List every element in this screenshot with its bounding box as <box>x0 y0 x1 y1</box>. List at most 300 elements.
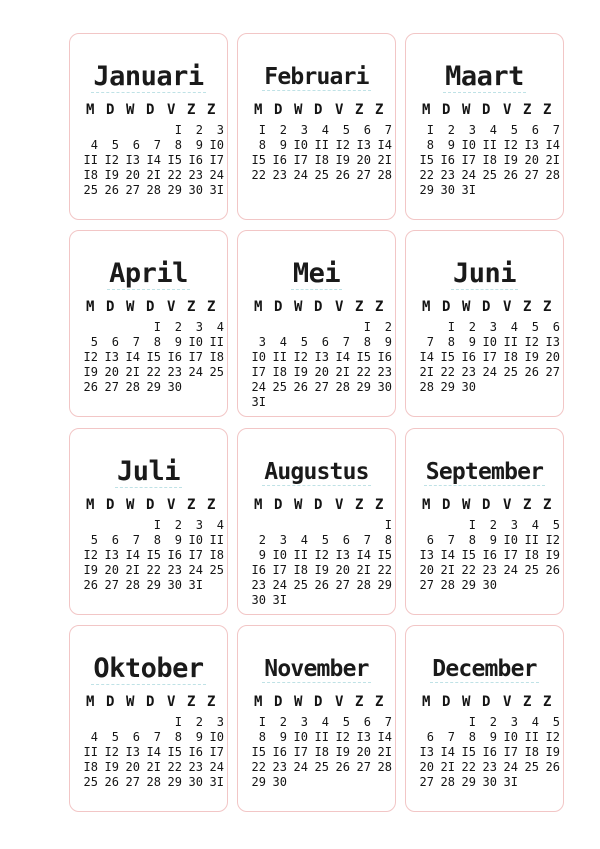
day-cell: 22 <box>356 365 371 379</box>
day-cell: 20 <box>314 365 329 379</box>
day-cell: 2 <box>174 518 182 532</box>
day-cell: I <box>363 320 371 334</box>
day-cell: 20 <box>545 350 560 364</box>
day-cell: I5 <box>356 350 371 364</box>
weekday-header: W <box>294 299 303 315</box>
day-cell: I5 <box>440 350 455 364</box>
weekday-header: Z <box>207 497 216 513</box>
day-cell: I2 <box>545 730 560 744</box>
day-cell: 8 <box>468 533 476 547</box>
day-cell: 8 <box>426 138 434 152</box>
day-cell: 23 <box>482 760 497 774</box>
day-cell: 25 <box>524 563 539 577</box>
day-cell: 3 <box>510 715 518 729</box>
day-cell: 20 <box>104 365 119 379</box>
day-cell: 9 <box>195 730 203 744</box>
weekday-header: M <box>422 497 431 513</box>
day-cell: 7 <box>447 533 455 547</box>
day-cell: I7 <box>293 153 308 167</box>
day-cell: I6 <box>377 350 392 364</box>
day-cell: 26 <box>524 365 539 379</box>
day-cell: 27 <box>314 380 329 394</box>
day-cell: I2 <box>104 745 119 759</box>
day-cell: 27 <box>104 380 119 394</box>
day-cell: I2 <box>545 533 560 547</box>
day-cell: I7 <box>272 563 287 577</box>
day-cell: 28 <box>125 578 140 592</box>
day-cell: 5 <box>90 335 98 349</box>
day-cell: 20 <box>104 563 119 577</box>
day-cell: 2I <box>440 563 455 577</box>
day-cell: 3 <box>195 320 203 334</box>
weekday-header: V <box>335 497 344 513</box>
day-cell: 20 <box>419 563 434 577</box>
day-cell: 24 <box>272 578 287 592</box>
day-cell: 27 <box>356 760 371 774</box>
month-title <box>238 654 395 684</box>
day-cell: 6 <box>132 138 140 152</box>
day-cell: 7 <box>384 123 392 137</box>
day-cell: II <box>209 335 224 349</box>
weekday-header: M <box>254 102 263 118</box>
day-cell: 2I <box>146 168 161 182</box>
month-card-mei <box>237 230 396 417</box>
day-cell: 2I <box>377 153 392 167</box>
weekday-header: Z <box>523 694 532 710</box>
day-cell: I9 <box>293 365 308 379</box>
weekday-header: V <box>503 497 512 513</box>
day-cell: 2I <box>146 760 161 774</box>
weekday-header: M <box>254 694 263 710</box>
weekday-header: Z <box>523 497 532 513</box>
day-cell: I5 <box>251 153 266 167</box>
day-cell: I6 <box>440 153 455 167</box>
day-cell: 7 <box>132 335 140 349</box>
day-cell: 2I <box>377 745 392 759</box>
day-cell: II <box>524 730 539 744</box>
day-cell: 20 <box>335 563 350 577</box>
day-cell: 6 <box>531 123 539 137</box>
day-cell: 7 <box>552 123 560 137</box>
weekday-header: Z <box>207 299 216 315</box>
weekday-header: W <box>294 102 303 118</box>
day-cell: 5 <box>321 533 329 547</box>
day-cell: I3 <box>104 350 119 364</box>
day-cell: 4 <box>216 518 224 532</box>
weekday-header: Z <box>543 299 552 315</box>
day-cell: I9 <box>83 365 98 379</box>
month-title <box>406 259 563 289</box>
day-cell: 9 <box>258 548 266 562</box>
day-cell: 3I <box>503 775 518 789</box>
day-cell: 6 <box>111 335 119 349</box>
weekday-header: D <box>314 497 323 513</box>
day-cell: 5 <box>90 533 98 547</box>
day-cell: I7 <box>503 548 518 562</box>
day-cell: 30 <box>167 578 182 592</box>
day-cell: I4 <box>125 548 140 562</box>
day-cell: 28 <box>125 380 140 394</box>
day-cell: 25 <box>83 775 98 789</box>
day-cell: 24 <box>503 563 518 577</box>
day-cell: 6 <box>132 730 140 744</box>
day-cell: I6 <box>482 745 497 759</box>
weekday-header: D <box>146 497 155 513</box>
day-cell: I4 <box>125 350 140 364</box>
day-cell: I7 <box>461 153 476 167</box>
day-cell: 8 <box>174 138 182 152</box>
day-cell: II <box>503 335 518 349</box>
weekday-header: W <box>462 299 471 315</box>
day-cell: I9 <box>545 745 560 759</box>
day-cell: 29 <box>461 775 476 789</box>
day-cell: 26 <box>104 183 119 197</box>
day-cell: 4 <box>531 715 539 729</box>
day-cell: I8 <box>209 548 224 562</box>
weekday-header: D <box>274 694 283 710</box>
month-title-text: November <box>264 656 369 682</box>
day-cell: I3 <box>335 548 350 562</box>
day-cell: 2 <box>447 123 455 137</box>
day-cell: 22 <box>167 760 182 774</box>
weekday-header: W <box>126 497 135 513</box>
day-cell: I5 <box>146 548 161 562</box>
weekday-header: D <box>106 102 115 118</box>
day-cell: I9 <box>104 760 119 774</box>
day-cell: 3 <box>300 123 308 137</box>
weekday-header: D <box>482 694 491 710</box>
weekday-header: V <box>503 694 512 710</box>
weekday-header: V <box>503 102 512 118</box>
day-cell: 3 <box>216 715 224 729</box>
day-cell: 3 <box>279 533 287 547</box>
month-title-text: September <box>425 459 544 485</box>
weekday-header: V <box>335 102 344 118</box>
day-cell: 2I <box>440 760 455 774</box>
day-cell: 7 <box>132 533 140 547</box>
day-cell: I3 <box>545 335 560 349</box>
weekday-header: Z <box>187 102 196 118</box>
day-cell: 23 <box>482 563 497 577</box>
day-cell: II <box>314 138 329 152</box>
day-cell: 2I <box>356 563 371 577</box>
day-cell: I <box>426 123 434 137</box>
day-cell: 4 <box>90 730 98 744</box>
day-cell: 28 <box>146 183 161 197</box>
month-title-text: Juni <box>452 258 517 289</box>
day-cell: I5 <box>461 548 476 562</box>
day-cell: 20 <box>356 745 371 759</box>
month-title-text: April <box>109 258 188 289</box>
day-cell: 30 <box>251 593 266 607</box>
day-cell: 30 <box>482 775 497 789</box>
day-cell: I7 <box>503 745 518 759</box>
day-cell: 29 <box>167 775 182 789</box>
day-cell: 20 <box>419 760 434 774</box>
day-cell: I2 <box>293 350 308 364</box>
day-cell: I3 <box>419 745 434 759</box>
day-cell: 24 <box>188 365 203 379</box>
weekday-header: D <box>314 694 323 710</box>
weekday-header: D <box>274 102 283 118</box>
weekday-header: M <box>422 299 431 315</box>
day-cell: I7 <box>188 350 203 364</box>
day-cell: II <box>314 730 329 744</box>
day-cell: I5 <box>377 548 392 562</box>
weekday-header: D <box>482 102 491 118</box>
day-cell: I8 <box>83 760 98 774</box>
day-cell: 9 <box>174 335 182 349</box>
weekday-header: D <box>442 102 451 118</box>
day-cell: I3 <box>314 350 329 364</box>
month-card-juli <box>69 428 228 615</box>
month-card-januari <box>69 33 228 220</box>
day-cell: I9 <box>83 563 98 577</box>
day-cell: 29 <box>251 775 266 789</box>
day-cell: 26 <box>335 760 350 774</box>
day-cell: 24 <box>503 760 518 774</box>
day-cell: 24 <box>209 168 224 182</box>
day-cell: 23 <box>167 365 182 379</box>
day-cell: 30 <box>188 775 203 789</box>
weekday-header: Z <box>187 694 196 710</box>
day-cell: I8 <box>524 745 539 759</box>
day-cell: 26 <box>335 168 350 182</box>
day-cell: I6 <box>188 153 203 167</box>
weekday-header: Z <box>207 694 216 710</box>
day-cell: 28 <box>356 578 371 592</box>
day-cell: II <box>83 745 98 759</box>
month-title <box>238 457 395 487</box>
day-cell: I0 <box>461 138 476 152</box>
weekday-header: D <box>146 694 155 710</box>
month-title-text: December <box>432 656 537 682</box>
day-cell: I2 <box>83 350 98 364</box>
day-cell: 3 <box>258 335 266 349</box>
day-cell: I9 <box>545 548 560 562</box>
day-cell: 20 <box>125 168 140 182</box>
day-cell: 7 <box>342 335 350 349</box>
day-cell: I5 <box>167 153 182 167</box>
day-cell: 22 <box>377 563 392 577</box>
weekday-header: D <box>482 299 491 315</box>
weekday-header: W <box>462 102 471 118</box>
day-cell: 26 <box>104 775 119 789</box>
weekday-header: M <box>86 102 95 118</box>
day-cell: 22 <box>251 760 266 774</box>
day-cell: 4 <box>321 715 329 729</box>
weekday-header: V <box>335 694 344 710</box>
weekday-header: M <box>86 497 95 513</box>
day-cell: 6 <box>342 533 350 547</box>
day-cell: 23 <box>251 578 266 592</box>
day-cell: I <box>174 715 182 729</box>
day-cell: 26 <box>83 578 98 592</box>
day-cell: I3 <box>524 138 539 152</box>
day-cell: 4 <box>489 123 497 137</box>
day-cell: II <box>272 350 287 364</box>
day-cell: I8 <box>293 563 308 577</box>
day-cell: 2 <box>258 533 266 547</box>
day-cell: I9 <box>524 350 539 364</box>
day-cell: 28 <box>419 380 434 394</box>
weekday-header: D <box>274 497 283 513</box>
weekday-header: M <box>86 694 95 710</box>
day-cell: 2 <box>384 320 392 334</box>
day-cell: I7 <box>209 745 224 759</box>
day-cell: I0 <box>209 730 224 744</box>
day-cell: 30 <box>440 183 455 197</box>
day-cell: 23 <box>461 365 476 379</box>
day-cell: 24 <box>482 365 497 379</box>
day-cell: 25 <box>524 760 539 774</box>
day-cell: 27 <box>356 168 371 182</box>
day-cell: I0 <box>209 138 224 152</box>
month-card-september <box>405 428 564 615</box>
day-cell: 3 <box>216 123 224 137</box>
day-cell: 2 <box>279 123 287 137</box>
day-cell: 2 <box>279 715 287 729</box>
day-cell: 7 <box>384 715 392 729</box>
month-title-text: Augustus <box>264 459 369 485</box>
weekday-header: V <box>503 299 512 315</box>
weekday-header: W <box>462 497 471 513</box>
month-title-text: Februari <box>264 64 369 90</box>
day-cell: 3I <box>461 183 476 197</box>
day-cell: I8 <box>314 153 329 167</box>
day-cell: I2 <box>83 548 98 562</box>
day-cell: 22 <box>146 365 161 379</box>
day-cell: 8 <box>153 533 161 547</box>
day-cell: I0 <box>251 350 266 364</box>
day-cell: I8 <box>314 745 329 759</box>
day-cell: 8 <box>174 730 182 744</box>
day-cell: I6 <box>188 745 203 759</box>
day-cell: 9 <box>489 533 497 547</box>
day-cell: 22 <box>440 365 455 379</box>
day-cell: 5 <box>342 123 350 137</box>
day-cell: 9 <box>279 138 287 152</box>
day-cell: I4 <box>419 350 434 364</box>
weekday-header: D <box>314 102 323 118</box>
day-cell: I6 <box>167 350 182 364</box>
day-cell: 7 <box>363 533 371 547</box>
day-cell: I9 <box>335 745 350 759</box>
day-cell: 8 <box>447 335 455 349</box>
day-cell: I <box>447 320 455 334</box>
weekday-header: Z <box>355 299 364 315</box>
day-cell: I7 <box>293 745 308 759</box>
day-cell: 2 <box>195 715 203 729</box>
day-cell: 3 <box>300 715 308 729</box>
month-card-februari <box>237 33 396 220</box>
day-cell: I0 <box>293 138 308 152</box>
weekday-header: W <box>126 694 135 710</box>
month-title-text: Juli <box>116 456 181 487</box>
day-cell: I2 <box>314 548 329 562</box>
day-cell: I6 <box>251 563 266 577</box>
day-cell: I4 <box>440 745 455 759</box>
weekday-header: Z <box>375 497 384 513</box>
day-cell: I0 <box>188 533 203 547</box>
day-cell: 28 <box>146 775 161 789</box>
weekday-header: M <box>86 299 95 315</box>
weekday-header: W <box>294 497 303 513</box>
day-cell: II <box>209 533 224 547</box>
day-cell: I9 <box>503 153 518 167</box>
day-cell: 23 <box>188 760 203 774</box>
day-cell: 26 <box>545 563 560 577</box>
day-cell: I3 <box>356 138 371 152</box>
day-cell: 25 <box>314 168 329 182</box>
weekday-header: D <box>442 694 451 710</box>
weekday-header: Z <box>523 102 532 118</box>
day-cell: 5 <box>531 320 539 334</box>
day-cell: I7 <box>209 153 224 167</box>
day-cell: I2 <box>524 335 539 349</box>
weekday-header: D <box>106 694 115 710</box>
day-cell: 30 <box>482 578 497 592</box>
day-cell: 25 <box>209 365 224 379</box>
day-cell: 29 <box>377 578 392 592</box>
day-cell: 27 <box>125 183 140 197</box>
day-cell: 7 <box>447 730 455 744</box>
day-cell: 26 <box>314 578 329 592</box>
weekday-header: Z <box>375 299 384 315</box>
day-cell: 9 <box>384 335 392 349</box>
day-cell: I6 <box>482 548 497 562</box>
weekday-header: Z <box>375 694 384 710</box>
day-cell: 28 <box>335 380 350 394</box>
day-cell: 25 <box>482 168 497 182</box>
day-cell: I7 <box>251 365 266 379</box>
day-cell: 5 <box>111 138 119 152</box>
day-cell: 7 <box>426 335 434 349</box>
weekday-header: W <box>126 102 135 118</box>
day-cell: 30 <box>377 380 392 394</box>
month-title-text: Maart <box>445 61 524 92</box>
day-cell: 2I <box>125 365 140 379</box>
day-cell: I <box>258 715 266 729</box>
weekday-header: Z <box>207 102 216 118</box>
weekday-header: D <box>106 299 115 315</box>
day-cell: 28 <box>377 760 392 774</box>
day-cell: 27 <box>104 578 119 592</box>
day-cell: 3I <box>209 183 224 197</box>
day-cell: 25 <box>293 578 308 592</box>
day-cell: 30 <box>188 183 203 197</box>
day-cell: I3 <box>125 745 140 759</box>
weekday-header: V <box>167 694 176 710</box>
day-cell: 29 <box>461 578 476 592</box>
day-cell: 7 <box>153 138 161 152</box>
day-cell: I0 <box>503 730 518 744</box>
day-cell: I9 <box>104 168 119 182</box>
month-title <box>70 654 227 684</box>
weekday-header: D <box>442 497 451 513</box>
day-cell: 27 <box>524 168 539 182</box>
day-cell: I2 <box>335 730 350 744</box>
day-cell: 3I <box>251 395 266 409</box>
day-cell: 2 <box>195 123 203 137</box>
day-cell: 5 <box>342 715 350 729</box>
day-cell: I <box>153 320 161 334</box>
day-cell: 25 <box>209 563 224 577</box>
month-card-november <box>237 625 396 812</box>
weekday-header: Z <box>187 497 196 513</box>
day-cell: 6 <box>321 335 329 349</box>
day-cell: I4 <box>146 745 161 759</box>
